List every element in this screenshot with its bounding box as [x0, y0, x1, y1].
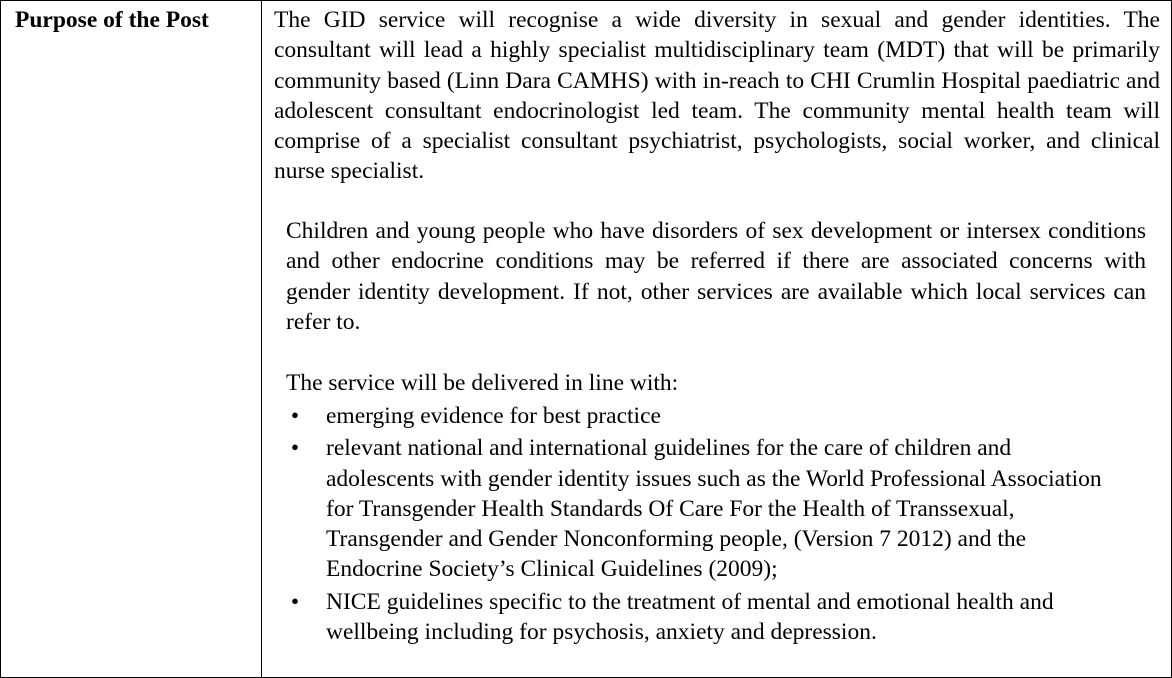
paragraph-delivery-intro: The service will be delivered in line with:: [286, 370, 679, 396]
list-item: [263, 587, 1116, 648]
list-item: [263, 433, 1116, 584]
label-cell: [1, 1, 262, 677]
bullet-text: NICE guidelines specific to the treatment of mental and emotional health and wellbeing including for psychosis, anxiety and depression.: [326, 588, 1054, 646]
row-label: Purpose of the Post: [15, 7, 209, 33]
paragraph-service-overview: The GID service will recognise a wide diversity in sexual and gender identities. The consultant will lead a highly specialist multidisciplinary team (MDT) that will be primarily community based (Linn Dara CAMHS) with in-reach to CHI Crumlin Hospital paediatric and adolescent consultant endocrinologist led team. The community mental health team will comprise of a specialist consultant psychiatrist, psychologists, social worker, and clinical nurse specialist.: [274, 7, 1160, 185]
bullet-icon: •: [290, 403, 300, 429]
list-item: [263, 401, 1116, 431]
bullet-text: emerging evidence for best practice: [326, 403, 661, 429]
bullet-icon: •: [290, 588, 300, 615]
delivery-bullet-list: [263, 401, 1171, 649]
bullet-text: relevant national and international guidelines for the care of children and adolescents with gender identity issues such as the World Professional Association for Transgender Health Standards Of Care For the Health of Transsexual, Transgender and Gender Nonconforming people, (Version 7 2012) and the Endocrine Society’s Clinical Guidelines (2009);: [326, 435, 1102, 583]
bullet-icon: •: [290, 435, 300, 462]
content-cell: [263, 1, 1171, 677]
paragraph-referral-criteria: Children and young people who have disorders of sex development or intersex conditions and other endocrine conditions may be referred if there are associated concerns with gender identity development. If not, other services are available which local services can refer to.: [286, 218, 1146, 335]
